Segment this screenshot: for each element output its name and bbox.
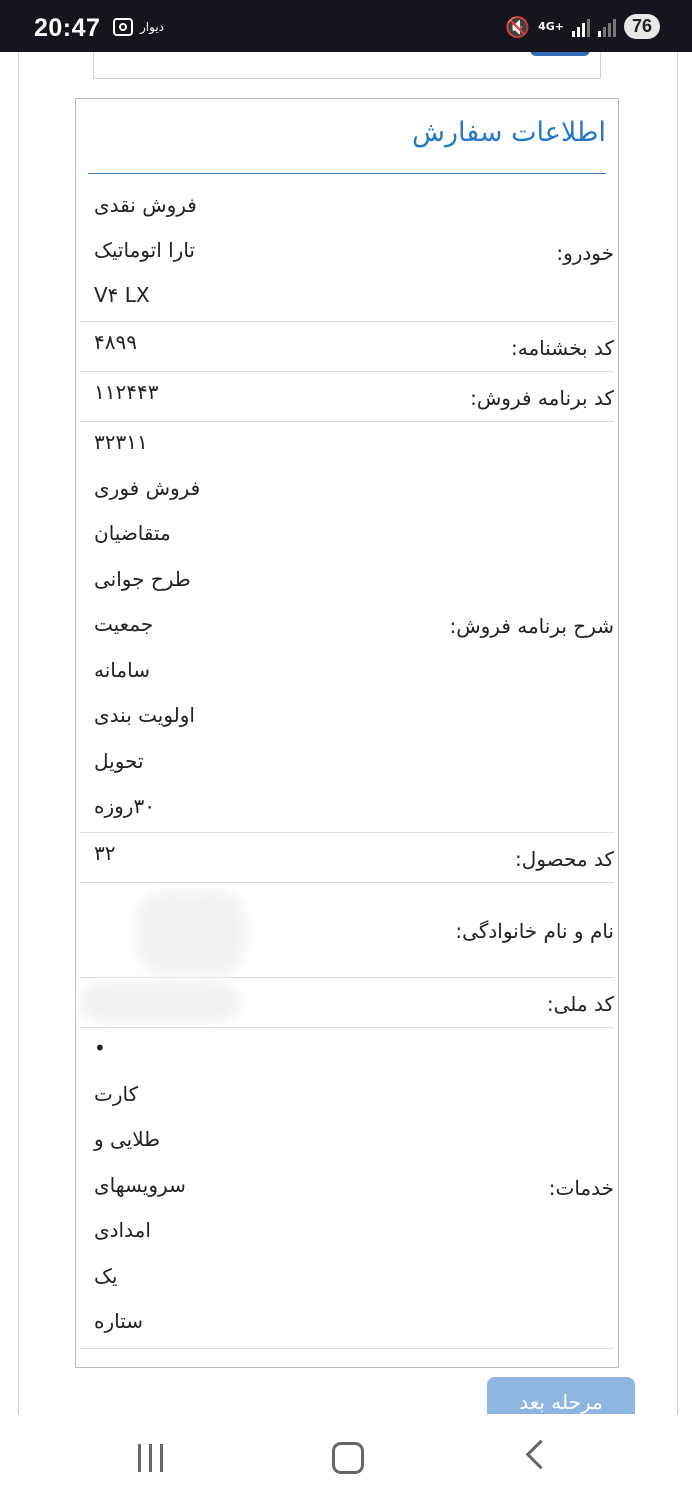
next-step-button[interactable]: مرحله بعد (487, 1377, 635, 1425)
value-line: V۴ LX (94, 283, 150, 307)
card-title: اطلاعات سفارش (412, 117, 606, 148)
value-line: سامانه (94, 657, 150, 682)
value-bullet: • (94, 1036, 106, 1060)
row-sales-program-description (80, 422, 614, 833)
value-line: ۳۲ (94, 841, 116, 865)
value-line: سرویسهای (94, 1172, 186, 1197)
signal-icon (572, 17, 590, 37)
value-sales-program-code (94, 380, 214, 404)
row-national-code (80, 978, 614, 1028)
battery-level: 76 (624, 14, 660, 39)
label-full-name: نام و نام خانوادگی: (455, 919, 614, 943)
previous-section-fragment (530, 52, 590, 56)
row-services (80, 1028, 614, 1349)
label-vehicle: خودرو: (556, 241, 614, 265)
order-info-card (75, 98, 619, 1368)
label-sales-program-code: کد برنامه فروش: (470, 386, 614, 410)
value-line: طلایی و (94, 1127, 161, 1151)
mute-icon: 🔇 (505, 14, 531, 39)
value-line: یک (94, 1263, 118, 1288)
value-line: اولویت بندی (94, 703, 195, 727)
value-line: فروش فوری (94, 475, 201, 500)
page-content (18, 52, 678, 1414)
value-line: کارت (94, 1081, 139, 1106)
value-line: ۱۱۲۴۴۳ (94, 380, 159, 404)
row-product-code (80, 833, 614, 883)
value-vehicle (94, 193, 214, 328)
label-sales-program-description: شرح برنامه فروش: (449, 614, 614, 638)
status-app-label: دیوار (140, 20, 165, 34)
status-time: 20:47 (34, 14, 101, 42)
row-circular-code (80, 322, 614, 372)
label-product-code: کد محصول: (515, 847, 614, 871)
value-line: تارا اتوماتیک (94, 238, 195, 262)
value-line: طرح جوانی (94, 566, 191, 591)
value-services (94, 1036, 214, 1355)
redacted-national-code (80, 980, 240, 1022)
back-icon[interactable] (526, 1440, 556, 1470)
recents-icon[interactable] (138, 1444, 163, 1472)
value-line: تحویل (94, 748, 144, 773)
value-line: ۳۲۳۱۱ (94, 430, 148, 454)
value-line: ستاره (94, 1309, 144, 1333)
value-line: جمعیت (94, 612, 154, 636)
signal-2-icon (598, 17, 616, 37)
value-product-code (94, 841, 214, 865)
row-vehicle (80, 177, 614, 322)
value-line: فروش نقدی (94, 193, 197, 217)
value-line: ۳۰روزه (94, 794, 155, 818)
value-circular-code (94, 330, 214, 354)
label-circular-code: کد بخشنامه: (511, 336, 614, 360)
title-divider (88, 173, 606, 174)
navigation-bar (0, 1414, 692, 1500)
row-full-name (80, 883, 614, 978)
home-icon[interactable] (332, 1442, 364, 1474)
label-services: خدمات: (548, 1176, 614, 1200)
status-bar (0, 0, 692, 52)
label-national-code: کد ملی: (546, 992, 614, 1016)
value-sales-program-description (94, 430, 214, 840)
row-sales-program-code (80, 372, 614, 422)
previous-section-box (93, 52, 601, 79)
network-type: 4G+ (538, 20, 564, 33)
value-line: امدادی (94, 1218, 151, 1242)
value-line: متقاضیان (94, 521, 171, 545)
screen-record-icon (113, 18, 133, 36)
value-line: ۴۸۹۹ (94, 330, 137, 354)
redacted-full-name (136, 891, 246, 975)
